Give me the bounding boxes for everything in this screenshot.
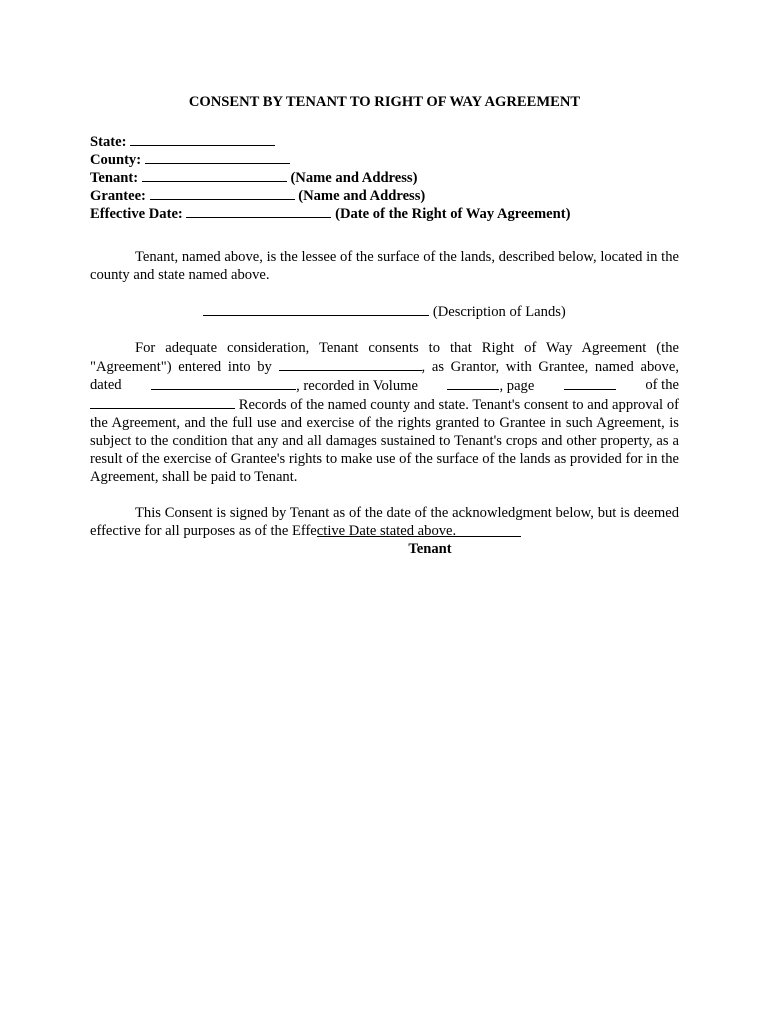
effective-date-row	[90, 204, 679, 222]
consent-line-dated	[90, 376, 679, 395]
effective-date-blank[interactable]	[186, 204, 331, 218]
lands-description-blank[interactable]	[203, 302, 429, 316]
grantee-note: (Name and Address)	[298, 188, 426, 204]
document-page	[90, 92, 679, 557]
county-blank[interactable]	[145, 150, 290, 164]
of-the-label: of the	[645, 377, 679, 393]
state-row	[90, 132, 679, 150]
signature-block	[317, 536, 521, 558]
tenant-signature-line[interactable]	[317, 536, 521, 537]
page-label: , page	[499, 378, 535, 394]
effective-date-note: (Date of the Right of Way Agreement)	[335, 206, 571, 222]
tenant-row	[90, 168, 679, 186]
page-blank[interactable]	[564, 376, 616, 390]
grantee-blank[interactable]	[150, 186, 295, 200]
recorded-in-volume-label: , recorded in Volume	[296, 378, 418, 394]
grantee-label: Grantee:	[90, 188, 146, 204]
state-label: State:	[90, 134, 127, 150]
paragraph-signed: This Consent is signed by Tenant as of the date of the acknowledgment below, but is deemed effective for all purposes as of the Effective Date stated above.	[90, 505, 679, 539]
consent-records-text: Records of the named county and state. Tenant's consent to and approval of the Agreement, and the full use and exercise of the rights granted to Grantee in such Agreement, is subject to the condition that any and all damages sustained to Tenant's crops and other property, as a result of the exercise of Grantee's rights to make use of the surface of the lands as provided for in the Agreement, shall be paid to Tenant.	[90, 397, 679, 485]
document-title: CONSENT BY TENANT TO RIGHT OF WAY AGREEMENT	[188, 94, 581, 110]
county-label: County:	[90, 152, 142, 168]
lands-description-row	[90, 302, 679, 321]
consent-intro-text: For adequate consideration, Tenant consents to that Right of Way Agreement (the "Agreement") entered into by	[90, 340, 679, 375]
grantee-row	[90, 186, 679, 204]
grantor-blank[interactable]	[279, 357, 422, 371]
county-row	[90, 150, 679, 168]
tenant-label: Tenant:	[90, 170, 139, 186]
tenant-note: (Name and Address)	[290, 170, 418, 186]
tenant-signature-label: Tenant	[408, 541, 452, 557]
lands-description-note: (Description of Lands)	[432, 304, 566, 320]
state-blank[interactable]	[130, 132, 275, 146]
paragraph-consent	[90, 339, 679, 486]
consent-line-records	[90, 395, 679, 486]
dated-label: dated	[90, 377, 122, 393]
dated-blank[interactable]	[151, 376, 296, 390]
volume-blank[interactable]	[447, 376, 499, 390]
consent-grantor-text: , as Grantor, with Grantee, named above,	[421, 359, 679, 375]
effective-date-label: Effective Date:	[90, 206, 183, 222]
paragraph-lessee: Tenant, named above, is the lessee of the surface of the lands, described below, located in the county and state named above.	[90, 249, 679, 283]
consent-line-1	[90, 339, 679, 376]
records-blank[interactable]	[90, 395, 235, 409]
tenant-blank[interactable]	[142, 168, 287, 182]
